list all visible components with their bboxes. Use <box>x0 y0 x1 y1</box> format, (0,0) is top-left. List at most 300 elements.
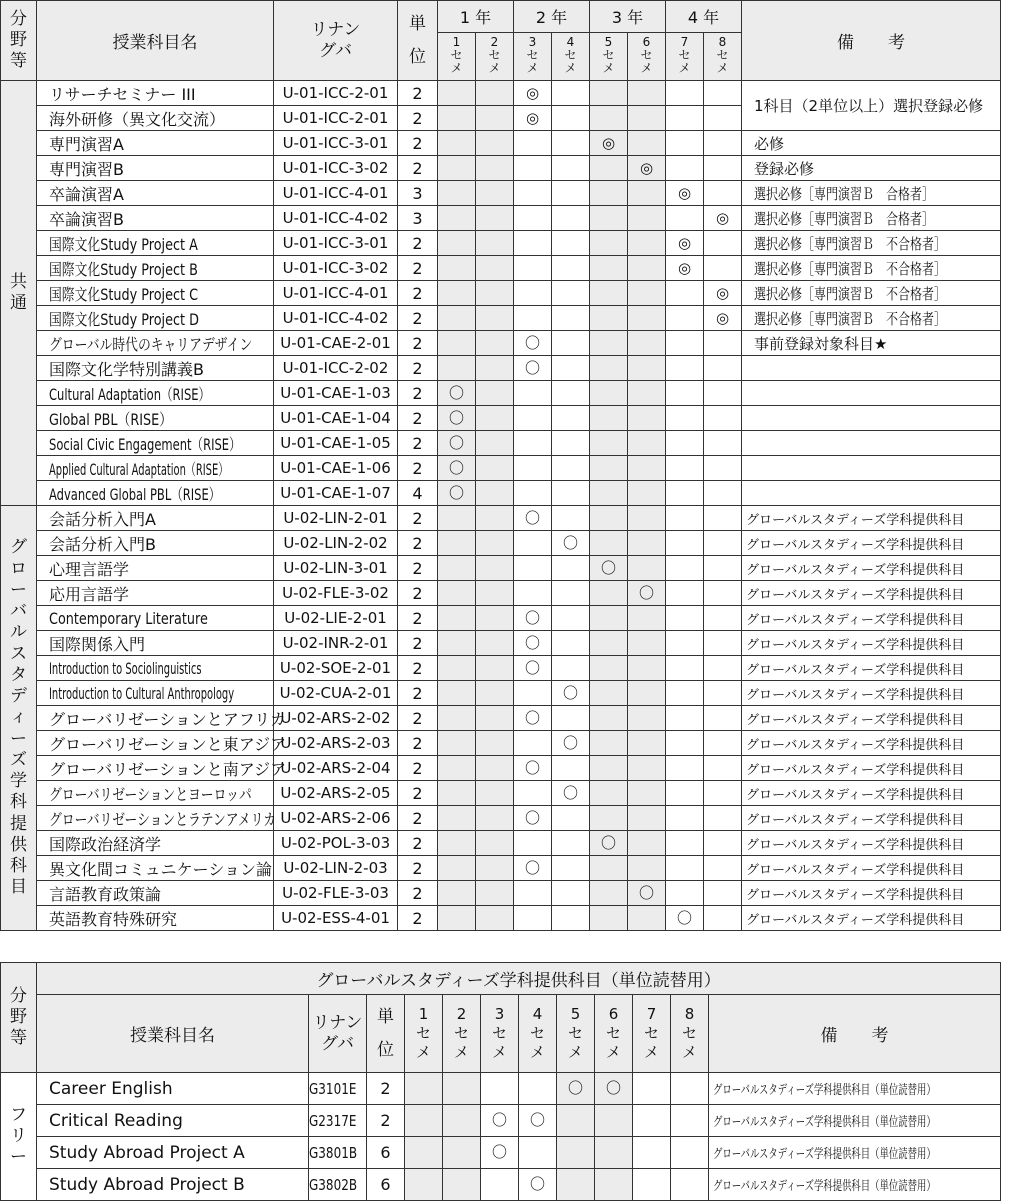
subject-name-text: 国際関係入門 <box>49 634 146 654</box>
course-code <box>309 1105 367 1137</box>
credit-units: 2 <box>398 406 438 431</box>
semester-mark <box>704 481 742 506</box>
subject-name: Career English <box>37 1073 309 1105</box>
semester-header-8 <box>671 995 709 1073</box>
semester-mark: 〇 <box>514 806 552 831</box>
semester-mark <box>438 106 476 131</box>
semester-mark <box>552 481 590 506</box>
semester-mark <box>438 181 476 206</box>
semester-mark <box>476 681 514 706</box>
semester-mark: ◎ <box>590 131 628 156</box>
semester-mark <box>704 731 742 756</box>
course-code: U-02-INR-2-01 <box>274 631 398 656</box>
semester-mark <box>438 231 476 256</box>
subject-name-text: 国際文化Study Project D <box>49 309 199 329</box>
subject-name-text: グローバリゼーションと南アジア <box>49 759 287 779</box>
semester-label: 2セメ <box>454 1005 470 1061</box>
table-row <box>1 706 1001 731</box>
semester-mark <box>666 856 704 881</box>
semester-mark <box>476 406 514 431</box>
course-code-text: G3101E <box>309 1079 357 1098</box>
semester-mark <box>476 856 514 881</box>
semester-mark <box>476 131 514 156</box>
semester-mark <box>552 306 590 331</box>
semester-label: 2セメ <box>488 35 501 75</box>
semester-mark <box>438 281 476 306</box>
course-code: U-01-ICC-2-01 <box>274 81 398 106</box>
semester-mark: 〇 <box>438 481 476 506</box>
course-code: U-02-ARS-2-06 <box>274 806 398 831</box>
semester-mark: 〇 <box>552 681 590 706</box>
semester-mark <box>514 781 552 806</box>
semester-mark: 〇 <box>481 1105 519 1137</box>
semester-mark <box>704 431 742 456</box>
subject-name <box>37 756 287 781</box>
remarks-text: グローバルスタディーズ学科提供科目 <box>746 587 965 603</box>
semester-mark <box>443 1137 481 1169</box>
semester-mark <box>671 1169 709 1201</box>
semester-mark <box>514 831 552 856</box>
credit-units: 2 <box>398 531 438 556</box>
semester-mark <box>590 206 628 231</box>
credit-units: 2 <box>398 506 438 531</box>
semester-label: 8セメ <box>682 1005 698 1061</box>
semester-mark <box>552 881 590 906</box>
semester-mark <box>666 631 704 656</box>
remarks <box>742 256 1001 281</box>
remarks-text: 選択必修［専門演習Ｂ 不合格者］ <box>754 234 947 253</box>
remarks-text: 選択必修［専門演習Ｂ 不合格者］ <box>754 259 947 278</box>
course-code: U-01-ICC-3-02 <box>274 256 398 281</box>
table-row <box>1 631 1001 656</box>
semester-mark <box>590 531 628 556</box>
semester-mark <box>476 206 514 231</box>
semester-mark <box>590 381 628 406</box>
table-row <box>1 281 1001 306</box>
semester-label: 6セメ <box>606 1005 622 1061</box>
semester-mark: 〇 <box>438 406 476 431</box>
table-row <box>1 406 1001 431</box>
remarks <box>742 731 1001 756</box>
semester-mark <box>552 181 590 206</box>
semester-mark <box>666 881 704 906</box>
semester-header-2 <box>476 33 514 81</box>
semester-mark <box>476 581 514 606</box>
semester-mark <box>476 656 514 681</box>
credit-units: 2 <box>398 556 438 581</box>
credit-units: 2 <box>398 156 438 181</box>
semester-mark <box>704 131 742 156</box>
credit-units: 2 <box>398 706 438 731</box>
semester-mark <box>666 481 704 506</box>
semester-mark <box>590 856 628 881</box>
remarks <box>709 1137 1001 1169</box>
semester-mark <box>438 556 476 581</box>
semester-mark <box>704 706 742 731</box>
semester-mark <box>552 381 590 406</box>
year-1-header: 1 年 <box>438 1 514 33</box>
semester-mark <box>476 306 514 331</box>
semester-mark <box>552 606 590 631</box>
semester-mark <box>704 456 742 481</box>
course-code: U-02-CUA-2-01 <box>274 681 398 706</box>
semester-mark <box>633 1137 671 1169</box>
category-free <box>1 1073 37 1201</box>
table-row <box>1 906 1001 931</box>
remarks <box>742 381 1001 406</box>
semester-mark <box>438 831 476 856</box>
semester-mark <box>628 406 666 431</box>
semester-mark <box>628 106 666 131</box>
semester-mark <box>590 456 628 481</box>
semester-label: 4セメ <box>564 35 577 75</box>
semester-header-3 <box>481 995 519 1073</box>
semester-mark <box>552 906 590 931</box>
semester-mark <box>552 756 590 781</box>
semester-mark <box>590 906 628 931</box>
subject-name <box>37 631 274 656</box>
semester-mark <box>514 481 552 506</box>
course-code-text: G3802B <box>309 1175 358 1194</box>
semester-mark <box>552 356 590 381</box>
semester-mark <box>514 206 552 231</box>
semester-mark <box>666 406 704 431</box>
table-row <box>1 381 1001 406</box>
semester-mark <box>590 406 628 431</box>
semester-mark <box>628 706 666 731</box>
semester-mark: 〇 <box>514 706 552 731</box>
semester-mark <box>590 756 628 781</box>
remarks-text: グローバルスタディーズ学科提供科目（単位読替用） <box>713 1179 936 1194</box>
semester-mark <box>704 356 742 381</box>
course-code: U-02-ARS-2-03 <box>274 731 398 756</box>
semester-mark <box>552 831 590 856</box>
semester-mark <box>704 531 742 556</box>
semester-mark <box>552 281 590 306</box>
semester-mark <box>514 906 552 931</box>
semester-mark <box>666 731 704 756</box>
semester-mark <box>476 831 514 856</box>
course-code: U-02-ARS-2-02 <box>274 706 398 731</box>
semester-mark <box>666 306 704 331</box>
semester-mark <box>666 556 704 581</box>
semester-mark <box>704 381 742 406</box>
credit-units: 2 <box>367 1073 405 1105</box>
subject-name <box>37 256 274 281</box>
semester-mark <box>438 706 476 731</box>
credit-units: 2 <box>398 831 438 856</box>
remarks-text: グローバルスタディーズ学科提供科目 <box>746 537 965 553</box>
subject-name-text: 海外研修（異文化交流） <box>49 109 226 129</box>
numbering-header: リナングバ <box>274 1 398 81</box>
semester-mark <box>590 106 628 131</box>
semester-mark <box>438 531 476 556</box>
semester-mark: 〇 <box>514 356 552 381</box>
semester-mark <box>628 531 666 556</box>
course-code: U-02-LIN-2-02 <box>274 531 398 556</box>
table-row <box>1 1137 1001 1169</box>
semester-mark <box>590 431 628 456</box>
subject-name: Study Abroad Project A <box>37 1137 309 1169</box>
semester-mark <box>476 531 514 556</box>
remarks <box>742 156 1001 181</box>
semester-mark <box>438 681 476 706</box>
remarks-text: 登録必修 <box>754 159 815 178</box>
semester-mark <box>704 606 742 631</box>
remarks-text: グローバルスタディーズ学科提供科目 <box>746 662 965 678</box>
subject-name <box>37 731 287 756</box>
remarks <box>742 531 1001 556</box>
semester-mark <box>405 1105 443 1137</box>
semester-mark <box>666 331 704 356</box>
table-row <box>1 606 1001 631</box>
subject-name-text: グローバリゼーションとヨーロッパ <box>49 784 252 804</box>
subject-name: Study Abroad Project B <box>37 1169 309 1201</box>
course-code: U-01-ICC-4-01 <box>274 281 398 306</box>
course-code: U-01-ICC-2-01 <box>274 106 398 131</box>
subject-name-text: Social Civic Engagement（RISE） <box>49 434 241 454</box>
remarks <box>742 781 1001 806</box>
semester-mark: ◎ <box>666 256 704 281</box>
subject-name <box>37 506 274 531</box>
semester-mark <box>628 556 666 581</box>
credit-units: 2 <box>398 106 438 131</box>
remarks <box>709 1105 1001 1137</box>
subject-name <box>37 181 274 206</box>
table-row <box>1 806 1001 831</box>
semester-mark <box>590 881 628 906</box>
course-code <box>309 1169 367 1201</box>
semester-mark <box>476 706 514 731</box>
table-row <box>1 831 1001 856</box>
semester-mark <box>590 481 628 506</box>
remarks <box>709 1073 1001 1105</box>
course-code: U-02-LIN-3-01 <box>274 556 398 581</box>
semester-mark <box>666 506 704 531</box>
subject-name <box>37 281 274 306</box>
semester-mark <box>514 381 552 406</box>
table-row <box>1 231 1001 256</box>
remarks <box>742 356 1001 381</box>
subject-name-text: Cultural Adaptation（RISE） <box>49 384 211 404</box>
course-code: U-02-FLE-3-02 <box>274 581 398 606</box>
semester-mark <box>666 281 704 306</box>
remarks-text: グローバルスタディーズ学科提供科目 <box>746 912 965 928</box>
semester-mark <box>628 681 666 706</box>
semester-mark: ◎ <box>666 181 704 206</box>
remarks-text: グローバルスタディーズ学科提供科目 <box>746 812 965 828</box>
semester-mark <box>628 181 666 206</box>
semester-mark <box>552 106 590 131</box>
remarks <box>742 756 1001 781</box>
semester-mark <box>590 781 628 806</box>
semester-mark <box>438 306 476 331</box>
credit-units: 2 <box>398 81 438 106</box>
semester-mark <box>552 456 590 481</box>
semester-header-2 <box>443 995 481 1073</box>
remarks-text: グローバルスタディーズ学科提供科目（単位読替用） <box>713 1115 936 1130</box>
remarks <box>742 506 1001 531</box>
semester-mark <box>476 806 514 831</box>
semester-mark <box>438 81 476 106</box>
table-row <box>1 181 1001 206</box>
semester-mark <box>476 781 514 806</box>
course-code: U-01-ICC-3-01 <box>274 231 398 256</box>
subject-name-text: Introduction to Cultural Anthropology <box>49 683 235 703</box>
semester-mark <box>514 881 552 906</box>
semester-mark: ◎ <box>704 306 742 331</box>
subject-name-text: グローバリゼーションとアフリカ <box>49 709 286 729</box>
credit-units: 2 <box>398 656 438 681</box>
subject-name-text: 異文化間コミュニケーション論 <box>49 859 273 879</box>
table-row <box>1 206 1001 231</box>
year-2-header: 2 年 <box>514 1 590 33</box>
course-code: U-02-LIN-2-01 <box>274 506 398 531</box>
subject-name <box>37 381 274 406</box>
semester-mark <box>590 656 628 681</box>
semester-mark <box>438 906 476 931</box>
semester-mark <box>628 381 666 406</box>
table-row <box>1 856 1001 881</box>
semester-mark <box>405 1169 443 1201</box>
semester-mark: 〇 <box>590 831 628 856</box>
semester-mark <box>476 906 514 931</box>
subject-name-text: Advanced Global PBL（RISE） <box>49 484 221 504</box>
course-code-text: G2317E <box>309 1111 357 1130</box>
semester-header-8 <box>704 33 742 81</box>
semester-mark <box>476 456 514 481</box>
subject-name <box>37 856 274 881</box>
credit-units: 2 <box>398 356 438 381</box>
semester-mark <box>557 1169 595 1201</box>
course-code: U-02-LIN-2-03 <box>274 856 398 881</box>
remarks <box>742 706 1001 731</box>
semester-mark <box>590 156 628 181</box>
semester-mark <box>552 406 590 431</box>
course-code: U-02-POL-3-03 <box>274 831 398 856</box>
semester-mark <box>704 581 742 606</box>
credit-transfer-table <box>0 962 1001 1201</box>
semester-mark <box>514 681 552 706</box>
semester-mark <box>590 356 628 381</box>
semester-label: 7セメ <box>678 35 691 75</box>
credit-units: 2 <box>398 631 438 656</box>
remarks-text: グローバルスタディーズ学科提供科目 <box>746 737 965 753</box>
semester-mark: 〇 <box>514 606 552 631</box>
subject-name-text: リサーチセミナー III <box>49 84 196 104</box>
semester-mark <box>704 331 742 356</box>
semester-mark <box>476 331 514 356</box>
table-row <box>1 506 1001 531</box>
semester-header-6 <box>595 995 633 1073</box>
semester-mark: 〇 <box>514 856 552 881</box>
semester-mark <box>666 831 704 856</box>
credit-units: 2 <box>398 281 438 306</box>
subject-name <box>37 131 274 156</box>
semester-mark <box>666 81 704 106</box>
semester-mark <box>628 331 666 356</box>
year-3-header: 3 年 <box>590 1 666 33</box>
remarks <box>709 1169 1001 1201</box>
semester-mark <box>514 731 552 756</box>
semester-mark <box>666 156 704 181</box>
subject-name <box>37 906 274 931</box>
semester-mark <box>476 256 514 281</box>
credit-units: 2 <box>398 381 438 406</box>
semester-mark <box>476 631 514 656</box>
units-header: 単位 <box>398 1 438 81</box>
semester-mark <box>704 106 742 131</box>
semester-mark <box>704 856 742 881</box>
semester-mark <box>666 756 704 781</box>
semester-mark <box>519 1137 557 1169</box>
remarks <box>742 231 1001 256</box>
semester-label: 4セメ <box>530 1005 546 1061</box>
semester-mark <box>481 1169 519 1201</box>
semester-mark <box>476 731 514 756</box>
remarks-text: グローバルスタディーズ学科提供科目 <box>746 562 965 578</box>
subject-name <box>37 581 274 606</box>
year-4-header: 4 年 <box>666 1 742 33</box>
remarks-text: グローバルスタディーズ学科提供科目 <box>746 612 965 628</box>
credit-units: 2 <box>398 256 438 281</box>
table-row <box>1 656 1001 681</box>
table-row <box>1 1105 1001 1137</box>
semester-mark <box>476 431 514 456</box>
semester-label: 8セメ <box>716 35 729 75</box>
semester-mark <box>438 756 476 781</box>
semester-mark: 〇 <box>514 631 552 656</box>
semester-mark <box>590 331 628 356</box>
credit-units: 2 <box>398 431 438 456</box>
semester-mark <box>704 231 742 256</box>
semester-mark <box>514 156 552 181</box>
semester-mark <box>552 256 590 281</box>
semester-mark <box>666 356 704 381</box>
category-global-studies <box>1 506 37 931</box>
semester-header-6 <box>628 33 666 81</box>
subject-name-text: 国際文化学特別講義B <box>49 359 204 379</box>
semester-mark <box>552 231 590 256</box>
subject-name-text: 専門演習A <box>49 134 124 154</box>
semester-mark <box>552 856 590 881</box>
subject-name <box>37 781 274 806</box>
semester-mark <box>590 681 628 706</box>
semester-mark <box>671 1105 709 1137</box>
semester-mark <box>476 106 514 131</box>
remarks-text: 必修 <box>754 134 785 153</box>
semester-mark: 〇 <box>438 456 476 481</box>
subject-name <box>37 831 274 856</box>
semester-mark <box>438 656 476 681</box>
remarks: 1科目（2単位以上）選択登録必修 <box>742 81 1001 131</box>
course-code: U-02-ESS-4-01 <box>274 906 398 931</box>
semester-mark <box>671 1073 709 1105</box>
category-common <box>1 81 44 506</box>
semester-mark <box>666 681 704 706</box>
remarks-text: 選択必修［専門演習Ｂ 不合格者］ <box>754 309 947 328</box>
remarks <box>742 331 1001 356</box>
remarks-text: 選択必修［専門演習Ｂ 不合格者］ <box>754 284 947 303</box>
remarks <box>742 181 1001 206</box>
subject-name-text: 専門演習B <box>49 159 124 179</box>
semester-mark <box>552 206 590 231</box>
numbering-header-2: リナングバ <box>309 995 367 1073</box>
semester-mark <box>438 356 476 381</box>
semester-mark <box>438 806 476 831</box>
semester-mark <box>671 1137 709 1169</box>
semester-mark <box>704 631 742 656</box>
